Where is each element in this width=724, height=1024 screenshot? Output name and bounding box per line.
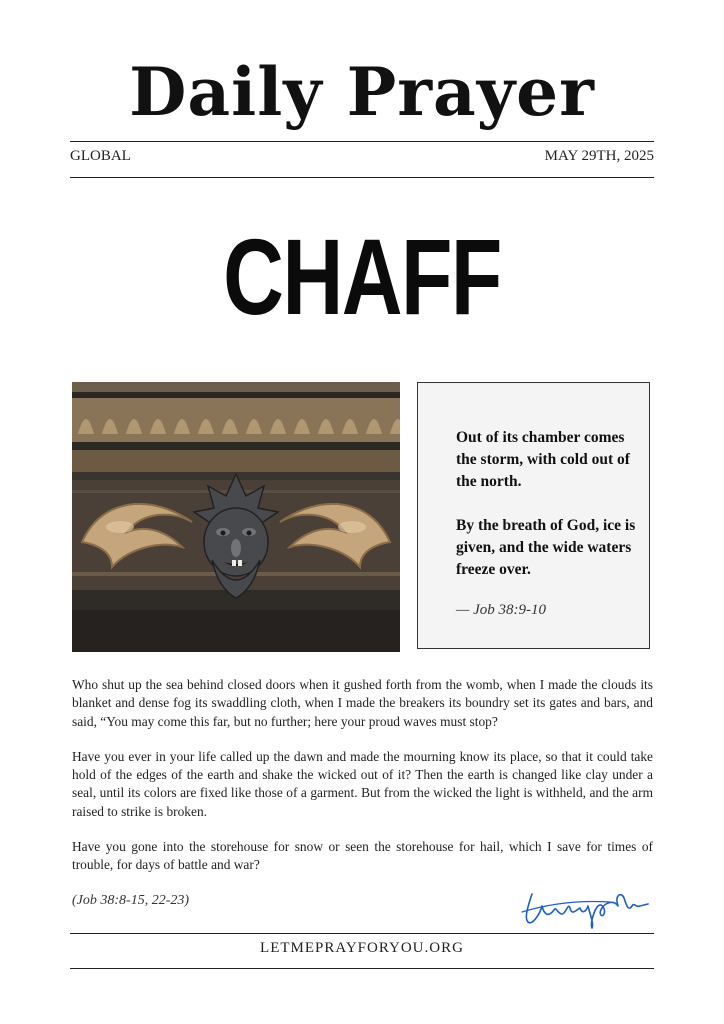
quote-citation: — Job 38:9-10	[456, 602, 546, 618]
top-divider	[70, 141, 654, 142]
meta-divider	[70, 177, 654, 178]
masthead-title: Daily Prayer	[129, 53, 595, 131]
body-paragraph-3: Have you gone into the storehouse for snow or seen the storehouse for hail, which I save for times of trouble, for days of battle and war?	[72, 839, 653, 873]
body-citation: (Job 38:8-15, 22-23)	[72, 893, 190, 908]
body-text	[72, 676, 653, 892]
scripture-quote-box	[417, 382, 650, 649]
quote-text	[456, 427, 636, 603]
headline: CHAFF	[223, 216, 501, 337]
carved-wooden-face-ornament-icon	[72, 382, 400, 652]
body-paragraph-2: Have you ever in your life called up the dawn and made the mourning know its place, so that it could take hold of the edges of the earth and shake the wicked out of it? Then the earth is changed like clay under a seal, until its colors are fixed like those of a garment. But from the wicked the light is withheld, and the arm raised to strike is broken.	[72, 748, 653, 819]
carved-ornament-photo	[72, 382, 400, 652]
footer-bottom-divider	[70, 968, 654, 969]
quote-line-1: Out of its chamber comes the storm, with cold out of the north.	[456, 429, 630, 490]
meta-bar	[70, 148, 654, 168]
footer-site[interactable]: LETMEPRAYFORYOU.ORG	[260, 940, 464, 956]
region-label: GLOBAL	[70, 148, 131, 164]
body-paragraph-1: Who shut up the sea behind closed doors when it gushed forth from the womb, when I made the clouds its blanket and dense fog its swaddling cloth, when I made the breakers its boundry set its gates and bars, and said, “You may come this far, but no further; here your proud waves must stop?	[72, 677, 653, 729]
footer-top-divider	[70, 933, 654, 934]
issue-date: MAY 29TH, 2025	[544, 148, 654, 164]
quote-line-2: By the breath of God, ice is given, and the wide waters freeze over.	[456, 517, 636, 578]
signature-icon	[518, 884, 650, 930]
